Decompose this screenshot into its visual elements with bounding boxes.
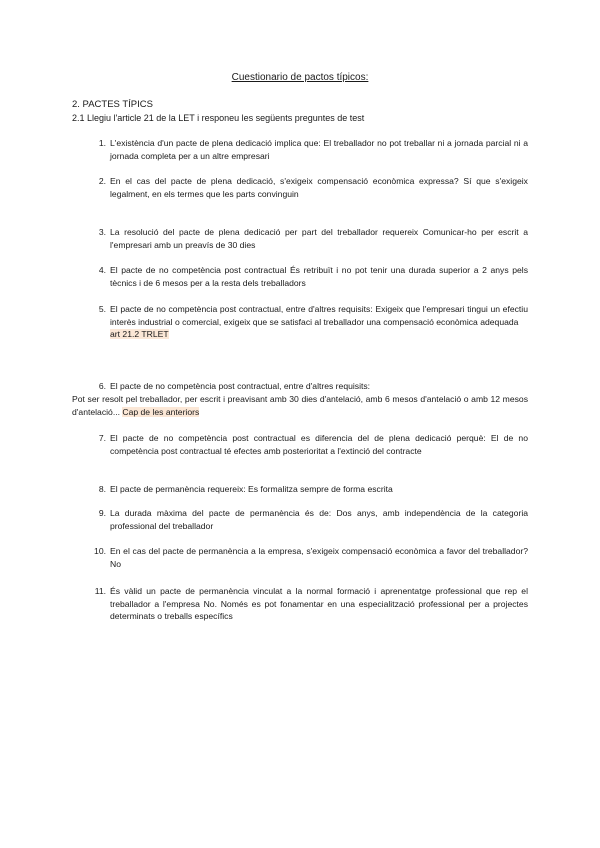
question-text: En el cas del pacte de permanència a la empresa, s'exigeix compensació econòmica a favor del treballador?: [110, 546, 528, 556]
question-10: [86, 545, 528, 570]
question-text: La resolució del pacte de plena dedicació per part del treballador requereix: [110, 227, 419, 237]
question-number: 8.: [98, 484, 106, 494]
question-answer: Sí que s'exigeix legalment, en els termes que les parts convinguin: [110, 176, 528, 199]
question-answer: No: [110, 558, 121, 569]
question-number: 1.: [98, 138, 106, 148]
section-title: 2. PACTES TÍPICS: [72, 99, 153, 110]
question-6-continuation: [72, 393, 528, 418]
question-7: [86, 432, 528, 457]
question-number: 4.: [98, 265, 106, 275]
question-number: 11.: [94, 586, 106, 596]
question-number: 5.: [98, 304, 106, 314]
question-answer: És retribuït i no pot tenir una durada superior a 2 anys pels tècnics i de 6 mesos per a la resta dels treballadors: [110, 265, 528, 288]
question-text: El pacte de permanència requereix:: [110, 484, 246, 494]
question-4: [86, 264, 528, 289]
question-text: L'existència d'un pacte de plena dedicació implica que:: [110, 138, 321, 148]
question-note: Cap de les anteriors: [122, 406, 200, 417]
question-6: [86, 380, 528, 393]
question-text: El pacte de no competència post contractual, entre d'altres requisits:: [110, 304, 373, 314]
question-answer: Exigeix que l'empresari tingui un efectiu interès industrial o comercial, exigeix que se satisfaci al treballador una compensació econòmica adequada: [110, 304, 528, 327]
question-11: [86, 585, 528, 623]
question-answer: El treballador no pot treballar ni a jornada parcial ni a jornada completa per a un altre empresari: [110, 138, 529, 161]
question-3: [86, 226, 528, 251]
question-answer: Pot ser resolt pel treballador, per escrit i preavisant amb 30 dies d'antelació, amb 6 mesos d'antelació o amb 12 mesos d'antelació...: [72, 394, 528, 417]
question-number: 10.: [94, 546, 106, 556]
question-number: 3.: [98, 227, 106, 237]
question-answer: No. Només es pot fonamentar en una especialització professional per a projectes determinats o treballs específics: [110, 598, 528, 622]
question-answer: Dos anys, amb independència de la categoria professional del treballador: [110, 508, 529, 531]
question-number: 6.: [98, 381, 106, 391]
question-text: La durada màxima del pacte de permanència és de:: [110, 508, 332, 518]
question-9: [86, 507, 528, 532]
question-text: El pacte de no competència post contractual es diferencia del de plena dedicació perquè:: [110, 433, 486, 443]
question-answer: El de no competència post contractual té efectes amb posterioritat a l'extinció del contracte: [110, 433, 528, 456]
question-8: [86, 483, 528, 496]
page-title: Cuestionario de pactos típicos:: [231, 72, 369, 83]
question-note: art 21.2 TRLET: [110, 329, 169, 340]
section-subtitle: 2.1 Llegiu l'article 21 de la LET i responeu les següents preguntes de test: [72, 113, 365, 123]
question-answer: Comunicar-ho per escrit a l'empresari amb un preavís de 30 dies: [110, 227, 528, 250]
question-text: En el cas del pacte de plena dedicació, s'exigeix compensació econòmica expressa?: [110, 176, 459, 186]
question-number: 7.: [98, 433, 106, 443]
question-1: [86, 137, 528, 162]
question-number: 2.: [98, 176, 106, 186]
question-text: És vàlid un pacte de permanència vinculat a la normal formació i aprenentatge professional que rep el treballador a l'empresa: [110, 586, 528, 609]
question-5: [86, 303, 528, 341]
question-text: El pacte de no competència post contractual, entre d'altres requisits:: [110, 381, 371, 391]
question-2: [86, 175, 528, 200]
question-answer: Es formalitza sempre de forma escrita: [245, 484, 393, 494]
question-text: El pacte de no competència post contractual: [110, 265, 287, 275]
question-number: 9.: [98, 508, 106, 518]
